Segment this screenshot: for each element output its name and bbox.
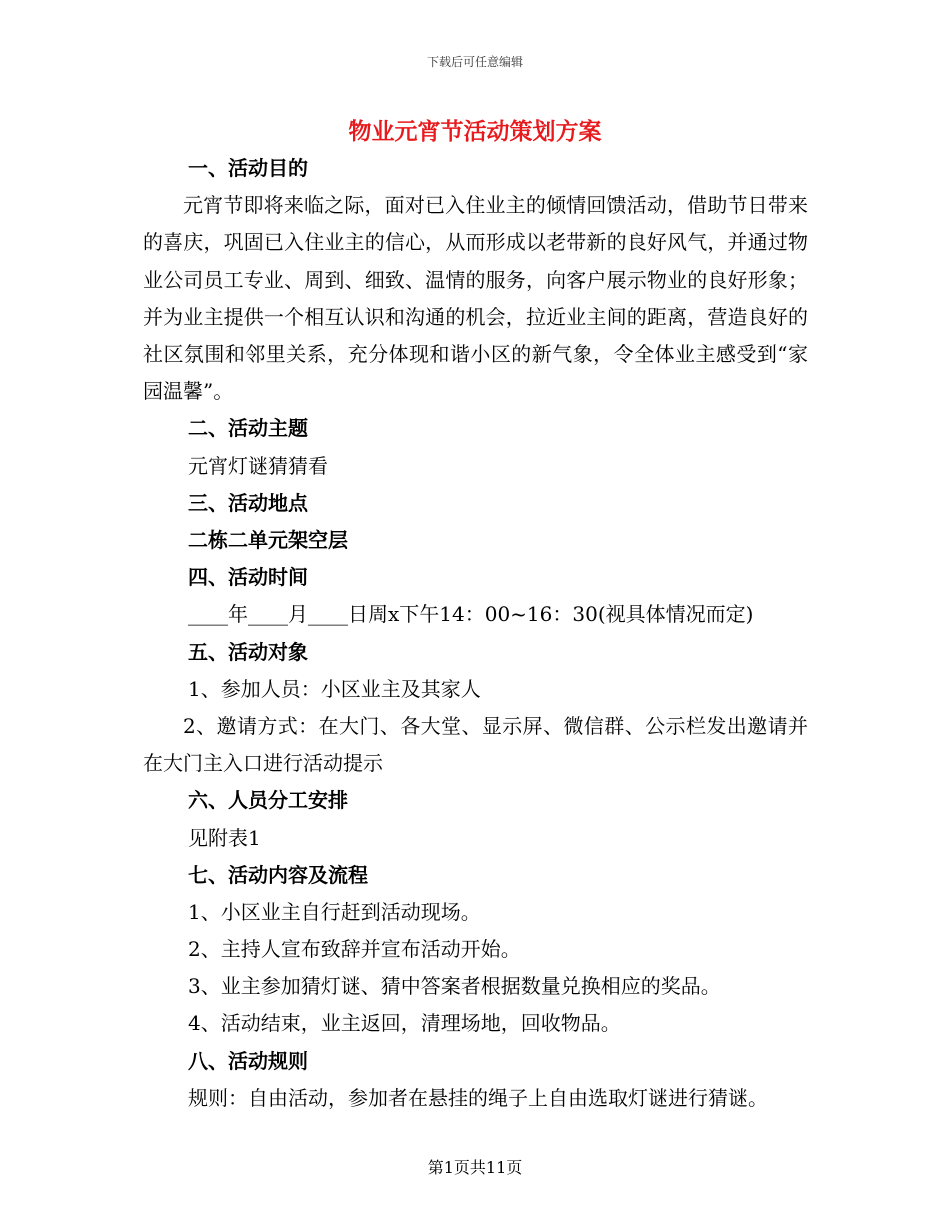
section-5-item-2: 2、邀请方式：在大门、各大堂、显示屏、微信群、公示栏发出邀请并在大门主入口进行活动提示 [143,713,808,776]
document-title: 物业元宵节活动策划方案 [348,119,602,145]
section-2-heading: 二、活动主题 [188,416,308,441]
section-7-item-1: 1、小区业主自行赶到活动现场。 [188,899,481,924]
section-8-heading: 八、活动规则 [188,1048,308,1073]
section-4-text: ____年____月____日周x下午14：00~16：30(视具体情况而定) [188,602,754,627]
section-1-heading: 一、活动目的 [188,156,308,180]
header-note: 下载后可任意编辑 [426,55,523,69]
document-body [143,150,808,1117]
section-7-heading: 七、活动内容及流程 [188,862,368,887]
section-2-text: 元宵灯谜猜猜看 [188,453,328,478]
section-7-item-4: 4、活动结束，业主返回，清理场地，回收物品。 [188,1011,621,1036]
section-5-heading: 五、活动对象 [188,639,308,664]
section-6-heading: 六、人员分工安排 [188,788,348,813]
section-3-heading: 三、活动地点 [188,490,308,515]
page-footer: 第1页共11页 [427,1158,523,1177]
section-4-heading: 四、活动时间 [188,565,308,590]
section-5-item-1: 1、参加人员：小区业主及其家人 [188,676,481,701]
section-7-item-3: 3、业主参加猜灯谜、猜中答案者根据数量兑换相应的奖品。 [188,974,721,999]
section-1-paragraph: 元宵节即将来临之际，面对已入住业主的倾情回馈活动，借助节日带来的喜庆，巩固已入住业主的信心，从而形成以老带新的良好风气，并通过物业公司员工专业、周到、细致、温情的服务，向客户展示物业的良好形象；并为业主提供一个相互认识和沟通的机会，拉近业主间的距离，营造良好的社区氛围和邻里关系，充分体现和谐小区的新气象，令全体业主感受到“家园温馨”。 [143,193,808,404]
section-3-text: 二栋二单元架空层 [188,527,348,552]
section-8-text: 规则：自由活动，参加者在悬挂的绳子上自由选取灯谜进行猜谜。 [188,1085,768,1110]
section-6-text: 见附表1 [188,825,261,850]
section-7-item-2: 2、主持人宣布致辞并宣布活动开始。 [188,937,521,962]
